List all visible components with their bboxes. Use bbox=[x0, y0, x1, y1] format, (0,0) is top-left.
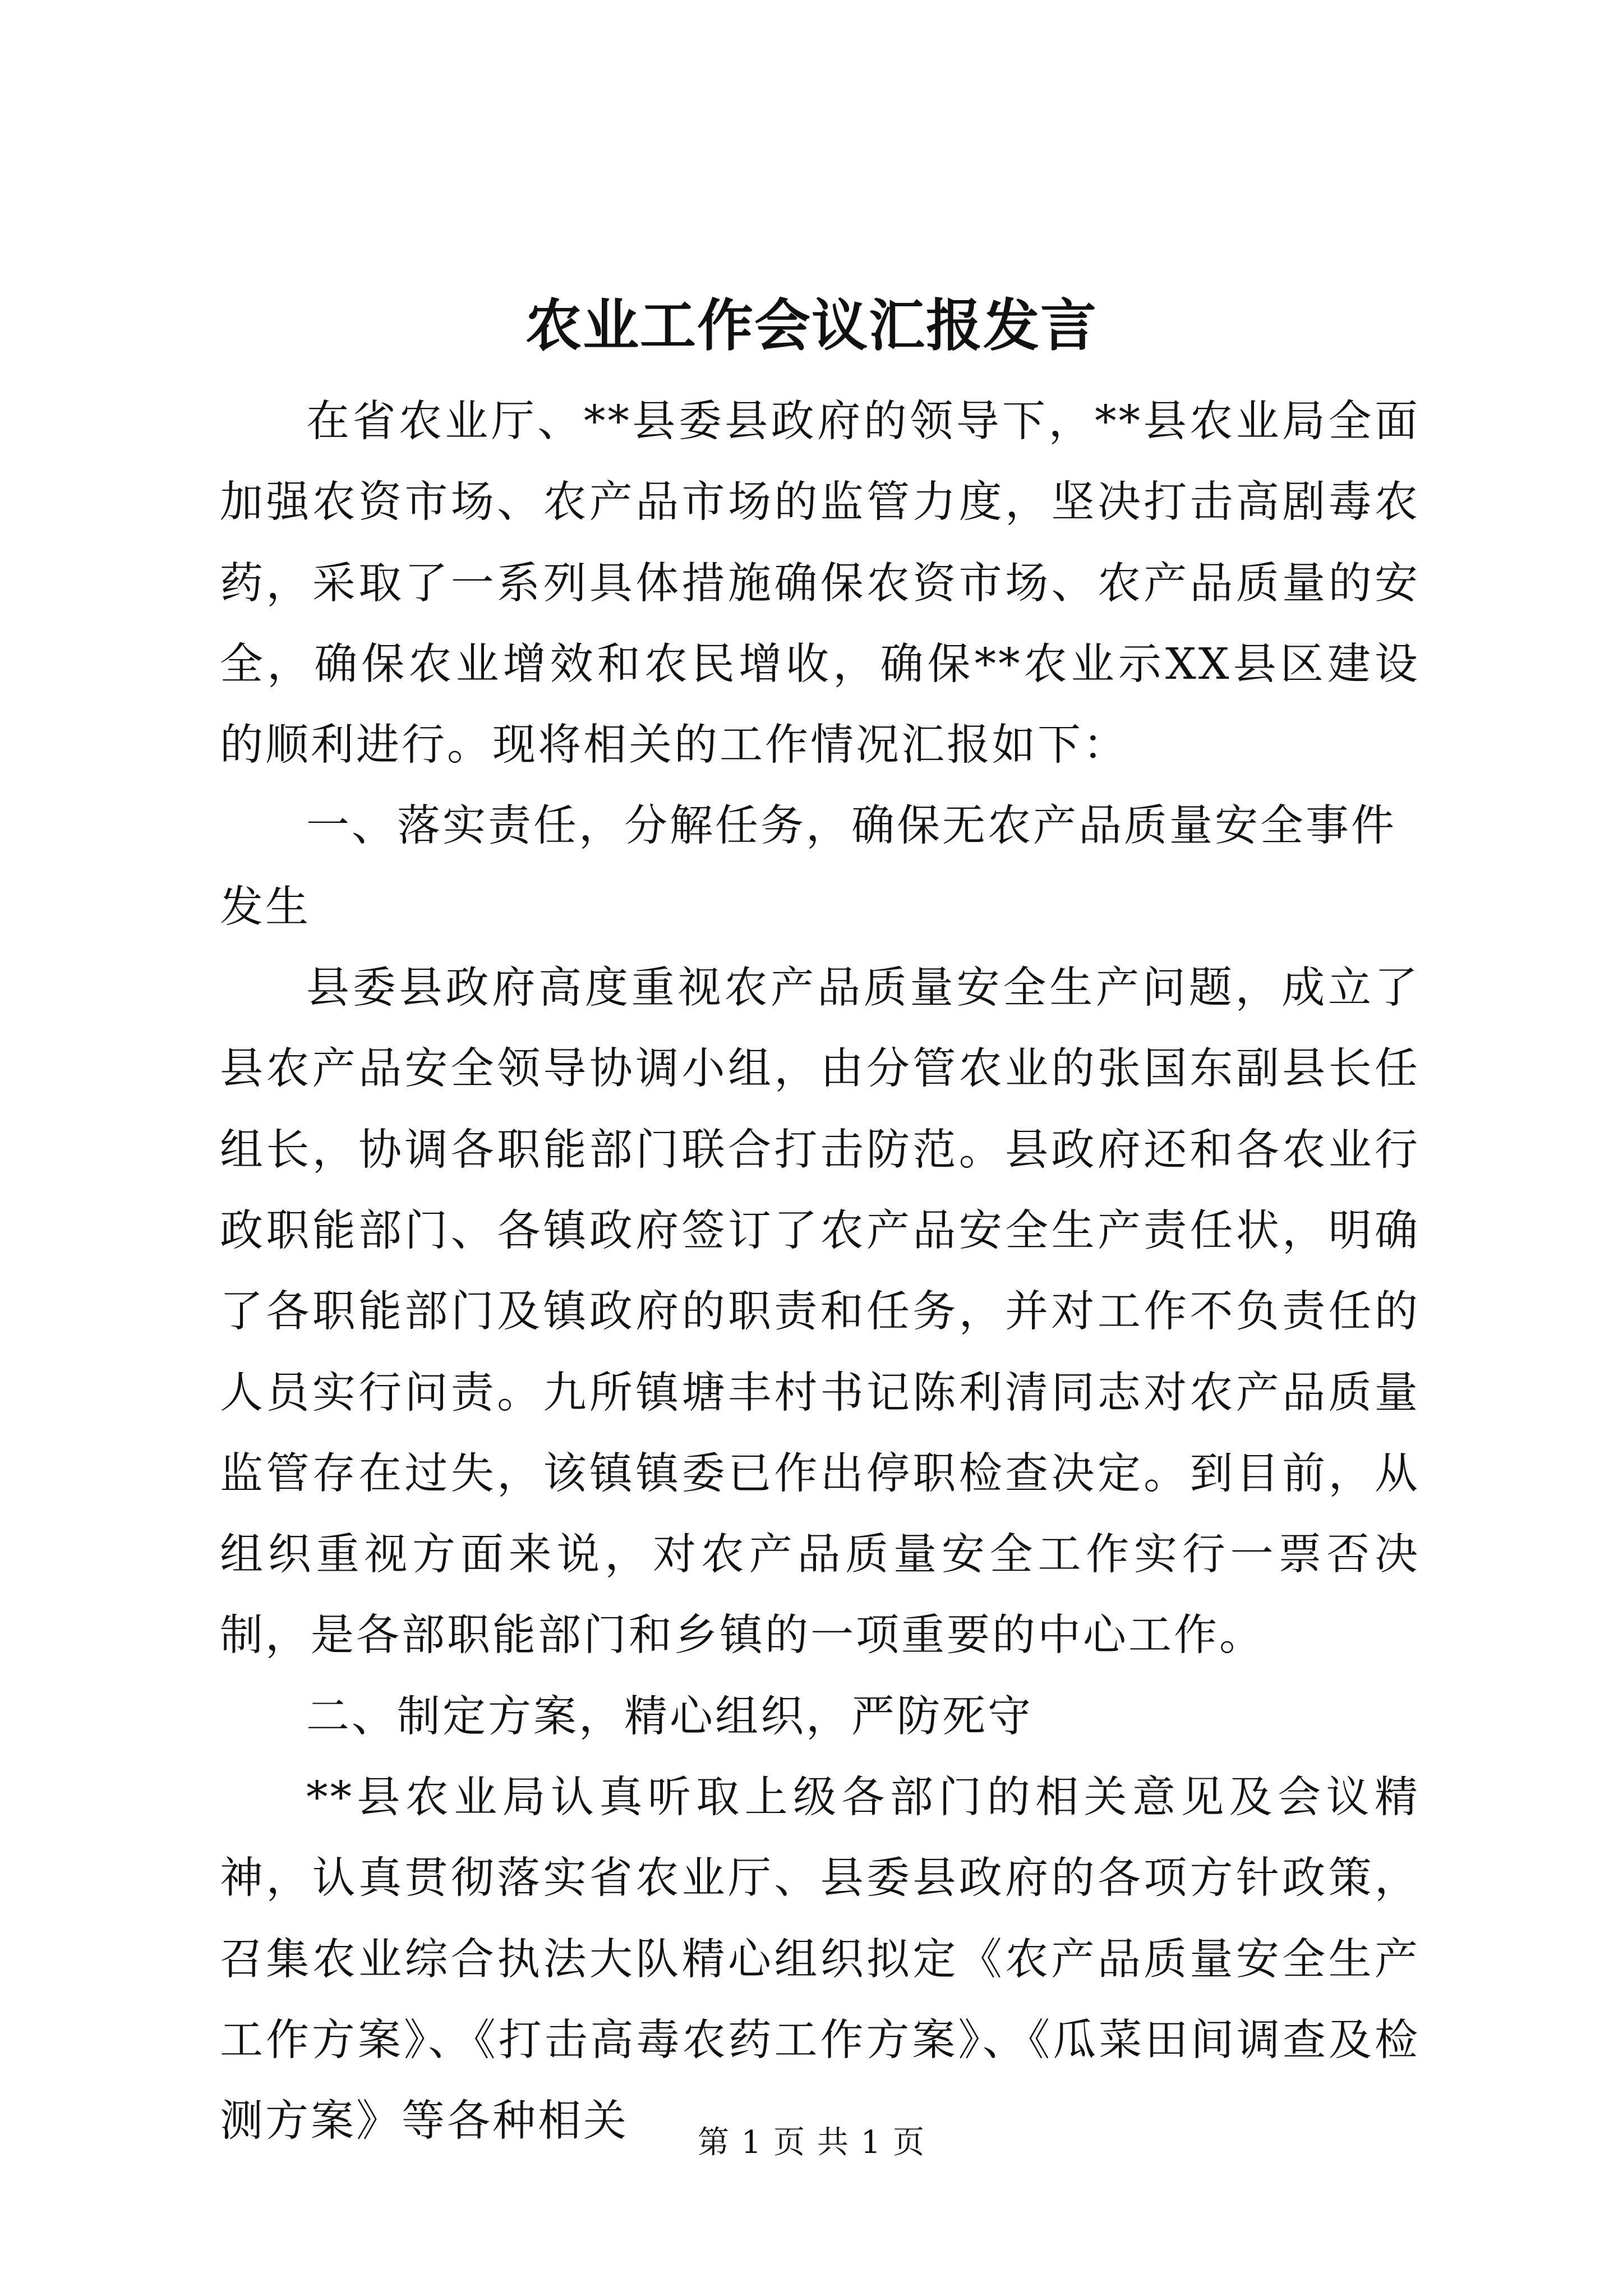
paragraph-section-1: 县委县政府高度重视农产品质量安全生产问题，成立了县农产品安全领导协调小组，由分管农业的张国东副县长任组长，协调各职能部门联合打击防范。县政府还和各农业行政职能部门、各镇政府签订了农产品安全生产责任状，明确了各职能部门及镇政府的职责和任务，并对工作不负责任的人员实行问责。九所镇塘丰村书记陈利清同志对农产品质量监管存在过失，该镇镇委已作出停职检查决定。到目前，从组织重视方面来说，对农产品质量安全工作实行一票否决制，是各部职能部门和乡镇的一项重要的中心工作。 bbox=[220, 963, 1420, 1661]
paragraph-intro: 在省农业厅、**县委县政府的领导下，**县农业局全面加强农资市场、农产品市场的监管力度，坚决打击高剧毒农药，采取了一系列具体措施确保农资市场、农产品质量的安全，确保农业增效和农民增收，确保**农业示XX县区建设的顺利进行。现将相关的工作情况汇报如下： bbox=[220, 397, 1420, 771]
section-heading-2: 二、制定方案，精心组织，严防死守 bbox=[306, 1691, 1033, 1742]
document-title: 农业工作会议汇报发言 bbox=[525, 292, 1098, 358]
document-body bbox=[220, 381, 1420, 2162]
paragraph-section-2: **县农业局认真听取上级各部门的相关意见及会议精神，认真贯彻落实省农业厅、县委县政府的各项方针政策，召集农业综合执法大队精心组织拟定《农产品质量安全生产工作方案》、《打击高毒农药工作方案》、《瓜菜田间调查及检测方案》等各种相关 bbox=[220, 1773, 1420, 2147]
section-heading-1: 一、落实责任，分解任务，确保无农产品质量安全事件发生 bbox=[220, 801, 1396, 932]
page-number-footer: 第 1 页 共 1 页 bbox=[697, 2124, 926, 2161]
